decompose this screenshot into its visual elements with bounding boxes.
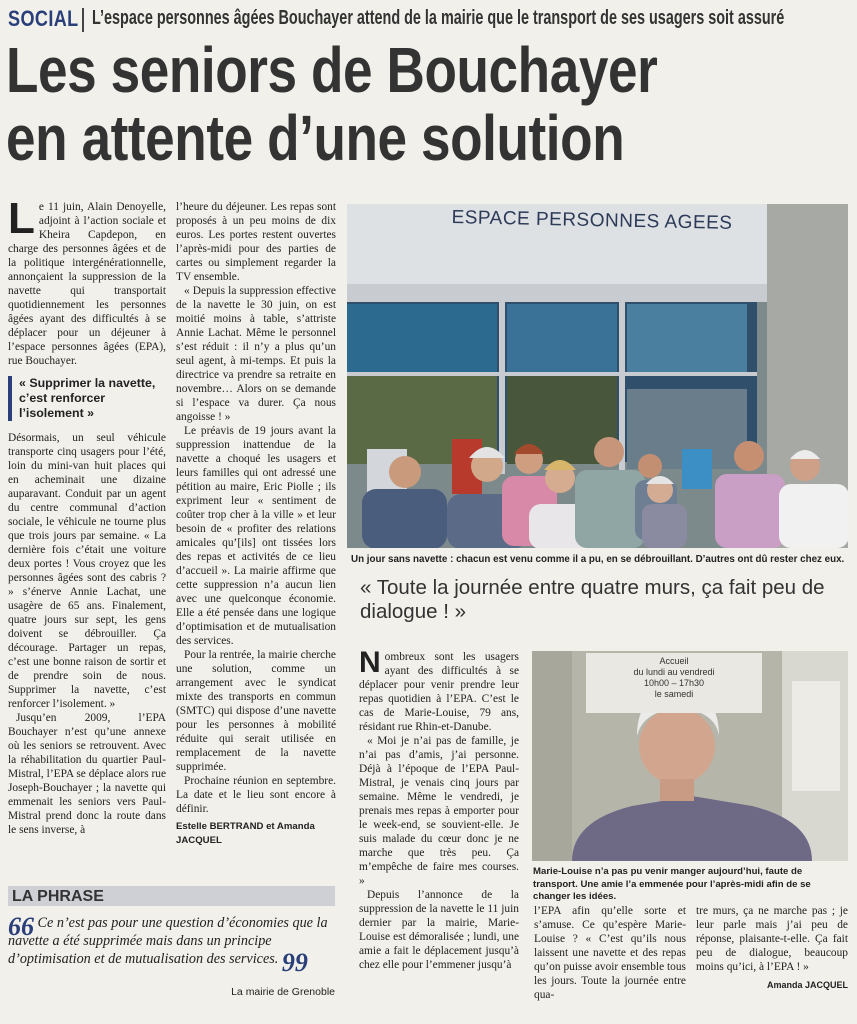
article-column-3 bbox=[359, 646, 519, 972]
quote-source: La mairie de Grenoble bbox=[231, 986, 335, 998]
section-divider bbox=[82, 8, 84, 32]
opening-hours-notice: Accueil du lundi au vendredi 10h00 – 17h30 le samedi bbox=[586, 653, 762, 713]
article-column-1 bbox=[8, 194, 166, 837]
paragraph: Désormais, un seul véhicule transporte cinq usagers pour l’été, loin du mini-van huit places qui en acheminait une dizaine auparavant. Conduit par un agent du centre communal d’action sociale, le véhicule ne tourne plus que trois jours par semaine. « La dernière fois c’était une voiture deux portes ! Vous croyez que les personnes âgées sont des cabris ? » s’énerve Annie Lachat, une usagère de 65 ans. Finalement, quatre jours sur sept, les gens doivent se débrouiller. Ça décourage. Partager un repas, c’est une bonne raison de sortir et de prendre soin de nous. Supprimer la navette, c’est renforcer l’isolement. » bbox=[8, 432, 166, 710]
portrait-photo bbox=[532, 651, 848, 861]
paragraph: l’EPA afin qu’elle sorte et s’amuse. Ce qu’espère Marie-Louise ? « C’est qu’ils nous laissent une navette et des repas qu’on puisse avoir ensemble tous les jours. Toute la journée entre qua- bbox=[534, 905, 686, 1001]
lead-paragraph: Le 11 juin, Alain Denoyelle, adjoint à l’action sociale et Kheira Capdepon, en charge des personnes âgées et de la politique intergénérationnelle, annonçaient la suppression de la navette qui transportait quotidiennement les personnes âgées ayant des difficultés à se déplacer pour un déjeuner à l’espace personnes âgées (EPA), rue Bouchayer. bbox=[8, 194, 166, 367]
paragraph: l’heure du déjeuner. Les repas sont proposés à un peu moins de dix euros. Les portes restent ouvertes l’après-midi pour des parties de cartes ou simplement regarder la TV ensemble. bbox=[176, 201, 336, 283]
article-headline bbox=[6, 36, 707, 172]
article-column-5 bbox=[696, 904, 848, 992]
article-kicker: L’espace personnes âgées Bouchayer attend de la mairie que le transport de ses usagers soit assuré bbox=[92, 7, 785, 29]
pull-quote: « Toute la journée entre quatre murs, ça fait peu de dialogue ! » bbox=[360, 576, 825, 623]
paragraph: « Depuis la suppression effective de la navette le 30 juin, on est moitié moins à table, s’attriste Annie Lachat. Même le personnel s’est réduit : il n’y a plus qu’un seul agent, à mi-temps. Et puis la directrice va prendre sa retraite en novembre… Alors on se demande si l’espace va durer. Ça nous angoisse ! » bbox=[176, 285, 336, 423]
paragraph: Jusqu’en 2009, l’EPA Bouchayer n’est qu’une annexe où les seniors se retrouvent. Avec la réhabilitation du quartier Paul-Mistral, l’EPA se déplace alors rue Joseph-Bouchayer ; la navette qui emmenait les seniors vers Paul-Mistral prend donc la route dans le sens inverse, à bbox=[8, 712, 166, 836]
paragraph: « Moi je n’ai pas de famille, je n’ai pas d’amis, j’ai personne. Déjà à l’époque de l’EPA Paul-Mistral, je venais cinq jours par semaine. Même le vendredi, je prenais mes repas à emporter pour le week-end, se souvient-elle. Je suis malade du cœur donc je ne marche que très peu. Ça m’empêche de faire mes courses. » bbox=[359, 735, 519, 887]
article-topline bbox=[8, 6, 850, 36]
headline-line-1: Les seniors de Bouchayer bbox=[6, 34, 658, 106]
close-quote-icon: 99 bbox=[281, 948, 308, 977]
quote-box-title: LA PHRASE bbox=[8, 886, 335, 906]
paragraph: Prochaine réunion en septembre. La date et le lieu sont encore à définir. bbox=[176, 775, 336, 815]
paragraph: tre murs, ça ne marche pas ; je leur parle mais j’ai peu de réponse, plaisante-t-elle. Ça fait peu de dialogue, beaucoup moins qu’ici, à l’EPA ! » bbox=[696, 905, 848, 973]
photo-caption: Marie-Louise n’a pas pu venir manger aujourd’hui, faute de transport. Une amie l’a emmenée pour l’après-midi afin de se changer les idées. bbox=[533, 866, 811, 902]
photo-caption: Un jour sans navette : chacun est venu comme il a pu, en se débrouillant. D’autres ont dû rester chez eux. bbox=[351, 554, 845, 565]
quote-text: 66 Ce n’est pas pour une question d’économies que la navette a été supprimée mais dans un principe d’optimisation et de mutualisation des services. 99 bbox=[8, 912, 328, 977]
intertitle: « Supprimer la navette, c’est renforcer l’isolement » bbox=[8, 376, 166, 421]
drop-cap: L bbox=[8, 194, 35, 243]
article-column-2 bbox=[176, 200, 336, 848]
article-column-4 bbox=[534, 904, 686, 1002]
quote-box bbox=[8, 886, 335, 1008]
headline-line-2: en attente d’une solution bbox=[6, 102, 625, 174]
lead-paragraph: Nombreux sont les usagers ayant des difficultés à se déplacer pour venir prendre leur repas quotidien à l’EPA. C’est le cas de Marie-Louise, 79 ans, résidant rue Rhin-et-Danube. bbox=[359, 646, 519, 733]
group-photo bbox=[347, 204, 848, 548]
open-quote-icon: 66 bbox=[8, 912, 34, 941]
byline: Amanda JACQUEL bbox=[766, 980, 848, 990]
byline: Estelle BERTRAND et Amanda JACQUEL bbox=[176, 821, 315, 846]
building-sign: ESPACE PERSONNES AGEES bbox=[451, 207, 733, 234]
paragraph: Le préavis de 19 jours avant la suppression inattendue de la navette a choqué les usagers et leurs familles qui ont adressé une pétition au maire, Eric Piolle ; ils expriment leur « sentiment de coûter trop cher à la ville » et leur besoin de « profiter des relations amicales qu’[ils] ont tissées lors des repas et activités de ce lieu d’accueil ». La mairie affirme que cette suppression n’a aucun lien avec une quelconque économie. Elle a été pensée dans une logique d’optimisation et de mutualisation des services. bbox=[176, 425, 336, 647]
paragraph: Depuis l’annonce de la suppression de la navette le 11 juin dernier par la mairie, Marie-Louise est démoralisée ; lundi, une amie a fait le déplacement jusqu’à chez elle pour l’emmener jusqu’à bbox=[359, 889, 519, 971]
section-label: SOCIAL bbox=[8, 6, 79, 31]
drop-cap: N bbox=[359, 646, 381, 679]
paragraph: Pour la rentrée, la mairie cherche une solution, comme un arrangement avec le syndicat mixte des transports en commun (SMTC) qui dispose d’une navette pour les personnes à mobilité réduite qui serait utilisée en remplacement de la navette supprimée. bbox=[176, 649, 336, 773]
group-photo-illustration bbox=[347, 204, 848, 548]
